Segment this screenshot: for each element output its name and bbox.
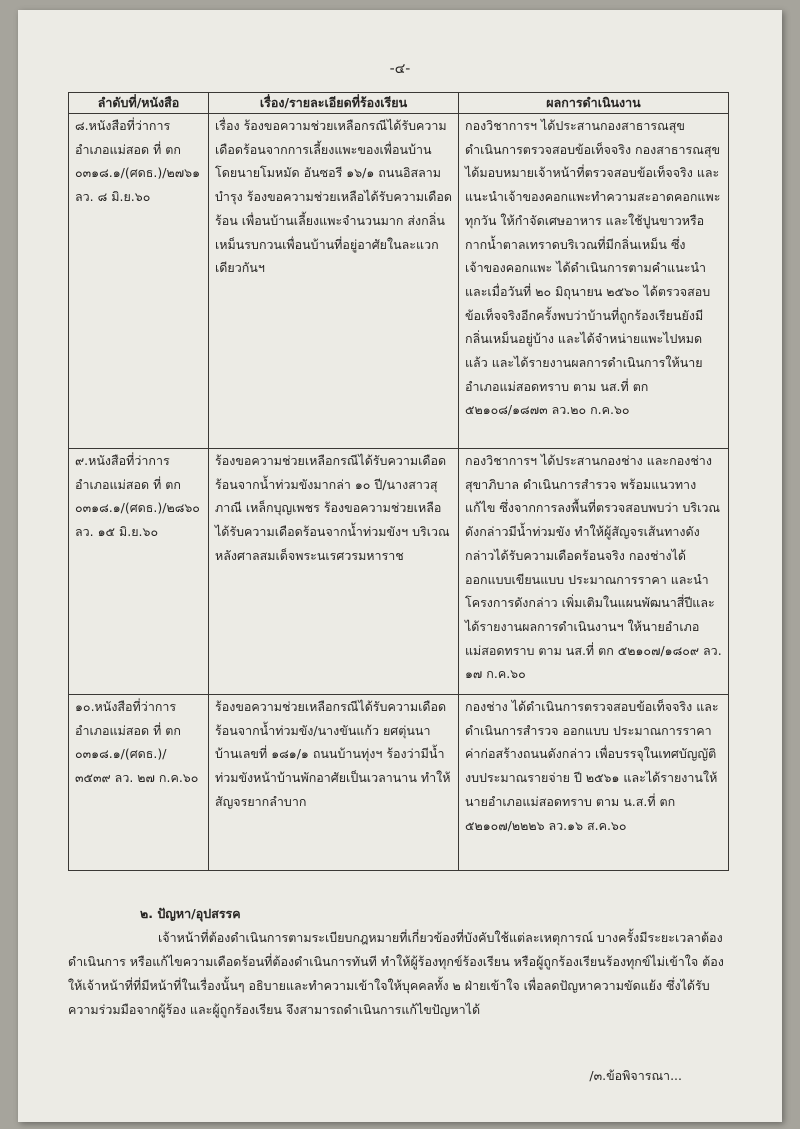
complaint-table bbox=[68, 92, 729, 871]
row-complaint: ร้องขอความช่วยเหลือกรณีได้รับความเดือดร้อนจากน้ำท่วมขังมากล่า ๑๐ ปี/นางสาวสุภาณี เหล็กบุญเพชร ร้องขอความช่วยเหลือ ได้รับความเดือดร้อนจากน้ำท่วมขังฯ บริเวณหลังศาลสมเด็จพระนเรศวรมหาราช bbox=[209, 449, 459, 695]
page-number: -๔- bbox=[389, 61, 411, 77]
table-row bbox=[69, 449, 729, 695]
problems-section bbox=[68, 902, 728, 1022]
header-document: ลำดับที่/หนังสือ bbox=[69, 93, 209, 114]
header-result: ผลการดำเนินงาน bbox=[459, 93, 729, 114]
row-document: ๘.หนังสือที่ว่าการอำเภอแม่สอด ที่ ตก ๐๓๑๘.๑/(ศดธ.)/๒๗๖๑ ลว. ๘ มิ.ย.๖๐ bbox=[69, 114, 209, 449]
row-result: กองช่าง ได้ดำเนินการตรวจสอบข้อเท็จจริง และดำเนินการสำรวจ ออกแบบ ประมาณการราคา ค่าก่อสร้างถนนดังกล่าว เพื่อบรรจุในเทศบัญญัติงบประมาณรายจ่าย ปี ๒๕๖๑ และได้รายงานให้นายอำเภอแม่สอดทราบ ตาม น.ส.ที่ ตก ๕๒๑๐๗/๒๒๒๖ ลว.๑๖ ส.ค.๖๐ bbox=[459, 695, 729, 871]
section-body: เจ้าหน้าที่ต้องดำเนินการตามระเบียบกฎหมายที่เกี่ยวข้องที่บังคับใช้แต่ละเหตุการณ์ บางครั้งมีระยะเวลาต้องดำเนินการ หรือแก้ไขความเดือดร้อนที่ต้องดำเนินการทันที ทำให้ผู้ร้องทุกข์ร้องเรียน หรือผู้ถูกร้องเรียนร้องทุกข์ไม่เข้าใจ ต้องให้เจ้าหน้าที่ที่มีหน้าที่ในเรื่องนั้นๆ อธิบายและทำความเข้าใจให้บุคคลทั้ง ๒ ฝ่ายเข้าใจ เพื่อลดปัญหาความขัดแย้ง ซึ่งได้รับความร่วมมือจากผู้ร้อง และผู้ถูกร้องเรียน จึงสามารถดำเนินการแก้ไขปัญหาได้ bbox=[68, 930, 724, 1017]
continuation-marker: /๓.ข้อพิจารณา... bbox=[589, 1068, 682, 1083]
row-result: กองวิชาการฯ ได้ประสานกองสาธารณสุข ดำเนินการตรวจสอบข้อเท็จจริง กองสาธารณสุข ได้มอบหมายเจ้าหน้าที่ตรวจสอบข้อเท็จจริง และแนะนำเจ้าของคอกแพะทำความสะอาดคอกแพะทุกวัน ให้กำจัดเศษอาหาร และใช้ปูนขาวหรือกากน้ำตาลเทราดบริเวณที่มีกลิ่นเหม็น ซึ่งเจ้าของคอกแพะ ได้ดำเนินการตามคำแนะนำ และเมื่อวันที่ ๒๐ มิถุนายน ๒๕๖๐ ได้ตรวจสอบข้อเท็จจริงอีกครั้งพบว่าบ้านที่ถูกร้องเรียนยังมีกลิ่นเหม็นอยู่บ้าง และได้จำหน่ายแพะไปหมดแล้ว และได้รายงานผลการดำเนินการให้นายอำเภอแม่สอดทราบ ตาม นส.ที่ ตก ๕๒๑๐๘/๑๘๗๓ ลว.๒๐ ก.ค.๖๐ bbox=[459, 114, 729, 449]
row-document: ๑๐.หนังสือที่ว่าการอำเภอแม่สอด ที่ ตก ๐๓๑๘.๑/(ศดธ.)/๓๕๓๙ ลว. ๒๗ ก.ค.๖๐ bbox=[69, 695, 209, 871]
header-complaint: เรื่อง/รายละเอียดที่ร้องเรียน bbox=[209, 93, 459, 114]
row-result: กองวิชาการฯ ได้ประสานกองช่าง และกองช่างสุขาภิบาล ดำเนินการสำรวจ พร้อมแนวทางแก้ไข ซึ่งจากการลงพื้นที่ตรวจสอบพบว่า บริเวณดังกล่าวมีน้ำท่วมขัง ทำให้ผู้สัญจรเส้นทางดังกล่าวได้รับความเดือดร้อนจริง กองช่างได้ออกแบบเขียนแบบ ประมาณการราคา และนำโครงการดังกล่าว เพิ่มเติมในแผนพัฒนาสี่ปีและได้รายงานผลการดำเนินงานฯ ให้นายอำเภอแม่สอดทราบ ตาม นส.ที่ ตก ๕๒๑๐๗/๑๘๐๙ ลว. ๑๗ ก.ค.๖๐ bbox=[459, 449, 729, 695]
table-row bbox=[69, 695, 729, 871]
document-page bbox=[18, 10, 782, 1122]
row-document: ๙.หนังสือที่ว่าการอำเภอแม่สอด ที่ ตก ๐๓๑๘.๑/(ศดธ.)/๒๘๖๐ ลว. ๑๕ มิ.ย.๖๐ bbox=[69, 449, 209, 695]
table-row bbox=[69, 114, 729, 449]
row-complaint: เรื่อง ร้องขอความช่วยเหลือกรณีได้รับความเดือดร้อนจากการเลี้ยงแพะของเพื่อนบ้าน โดยนายโมหมัด อันซอรี ๑๖/๑ ถนนอิสลามบำรุง ร้องขอความช่วยเหลือได้รับความเดือดร้อน เพื่อนบ้านเลี้ยงแพะจำนวนมาก ส่งกลิ่นเหม็นรบกวนเพื่อนบ้านที่อยู่อาศัยในละแวกเดียวกันฯ bbox=[209, 114, 459, 449]
section-heading: ๒. ปัญหา/อุปสรรค bbox=[140, 906, 241, 921]
row-complaint: ร้องขอความช่วยเหลือกรณีได้รับความเดือดร้อนจากน้ำท่วมขัง/นางขันแก้ว ยศตุ่นนา บ้านเลขที่ ๑๘๑/๑ ถนนบ้านทุ่งฯ ร้องว่ามีน้ำท่วมขังหน้าบ้านพักอาศัยเป็นเวลานาน ทำให้สัญจรยากลำบาก bbox=[209, 695, 459, 871]
table-header-row bbox=[69, 93, 729, 114]
